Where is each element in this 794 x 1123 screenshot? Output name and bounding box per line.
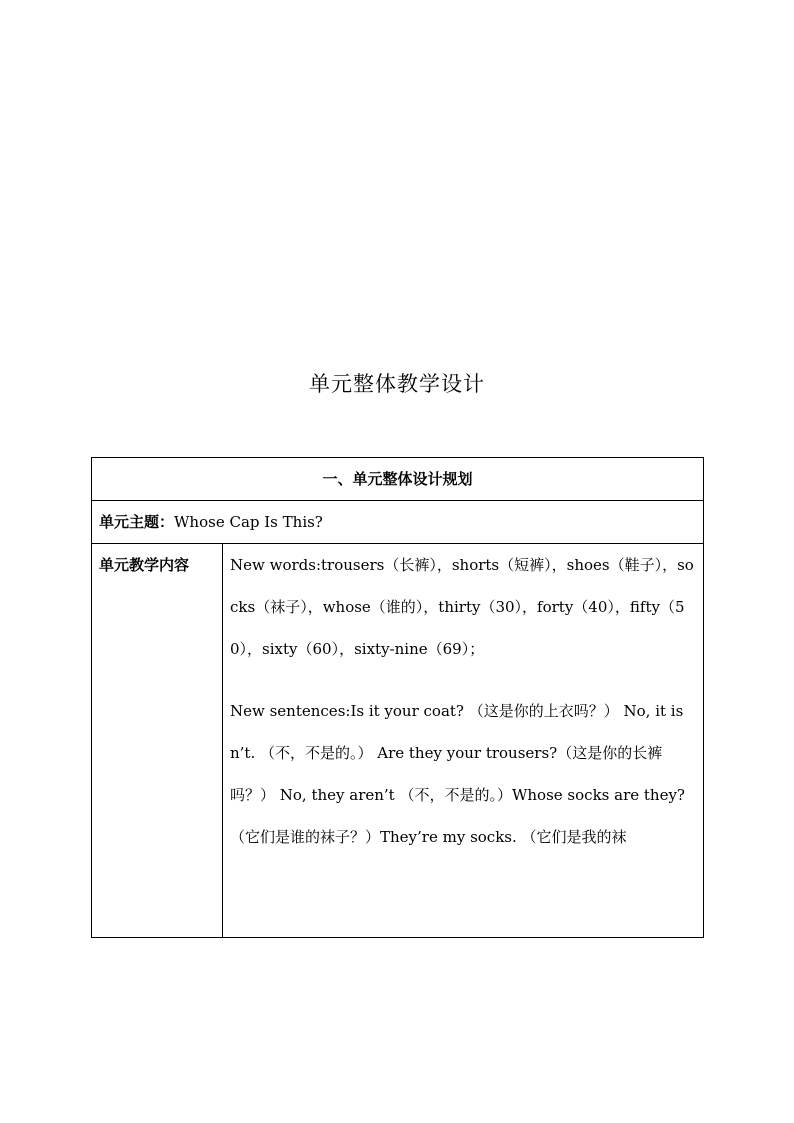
unit-content-cell [223, 544, 704, 938]
unit-theme-cell [92, 501, 704, 544]
document-title: 单元整体教学设计 [309, 372, 485, 396]
unit-content-label: 单元教学内容 [92, 544, 223, 938]
unit-content-row [92, 544, 704, 938]
new-words-text: New words:trousers（长裤），shorts（短裤），shoes（鞋子），socks（袜子），whose（谁的），thirty（30），forty（40），fifty（50），sixty（60），sixty-nine（69）； [230, 556, 694, 658]
unit-design-table [91, 457, 704, 938]
unit-theme-label: 单元主题： [99, 513, 175, 531]
new-sentences-text: New sentences:Is it your coat? （这是你的上衣吗？） No, it isn’t. （不，不是的。） Are they your trousers?（这是你的长裤吗？） No, they aren’t （不，不是的。）Whose socks are they?（它们是谁的袜子？）They’re my socks. （它们是我的袜 [230, 702, 685, 846]
unit-theme-value: Whose Cap Is This? [174, 513, 323, 531]
section-heading: 一、单元整体设计规划 [92, 458, 704, 501]
unit-theme-row [92, 501, 704, 544]
section-heading-row [92, 458, 704, 501]
